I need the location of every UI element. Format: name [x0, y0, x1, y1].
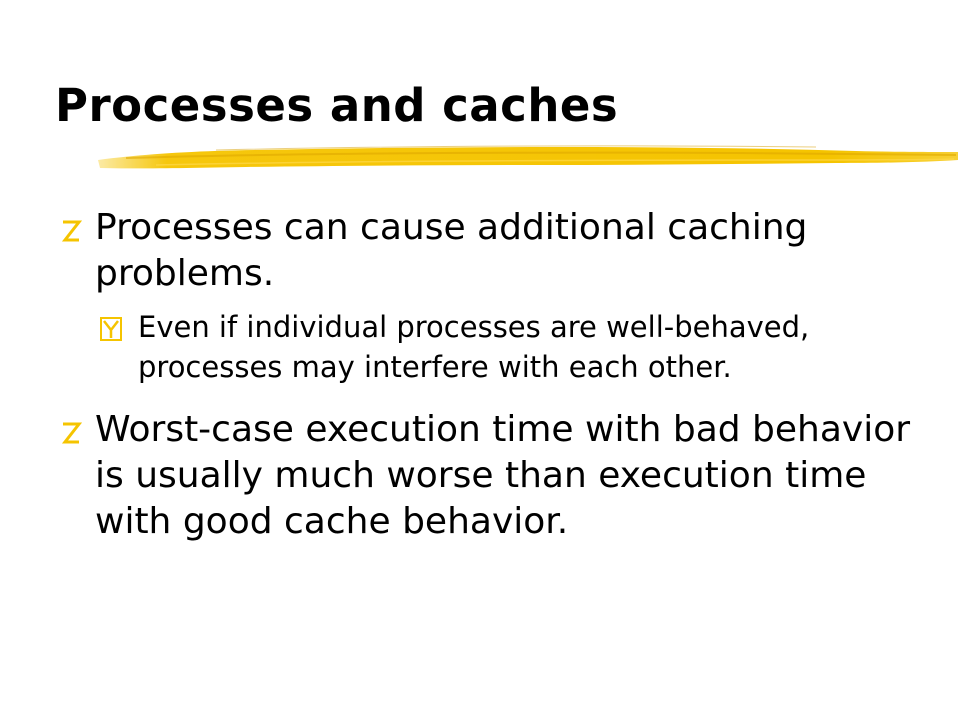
- sub-bullet-text: Even if individual processes are well-behaved, processes may interfere with each other.: [138, 310, 810, 384]
- bullet-text: Worst-case execution time with bad behavior is usually much worse than execution time with good cache behavior.: [95, 409, 911, 542]
- slide-title: Processes and caches: [55, 79, 619, 132]
- z-bullet-icon: [60, 420, 82, 446]
- sub-bullet-item: [100, 307, 920, 387]
- bullet-item: [60, 407, 920, 545]
- y-bullet-icon: [100, 317, 122, 341]
- bullet-item: [60, 205, 920, 297]
- title-underline-brush: [96, 138, 960, 176]
- z-bullet-icon: [60, 218, 82, 244]
- bullet-text: Processes can cause additional caching problems.: [95, 207, 808, 294]
- bullet-list: [60, 205, 920, 545]
